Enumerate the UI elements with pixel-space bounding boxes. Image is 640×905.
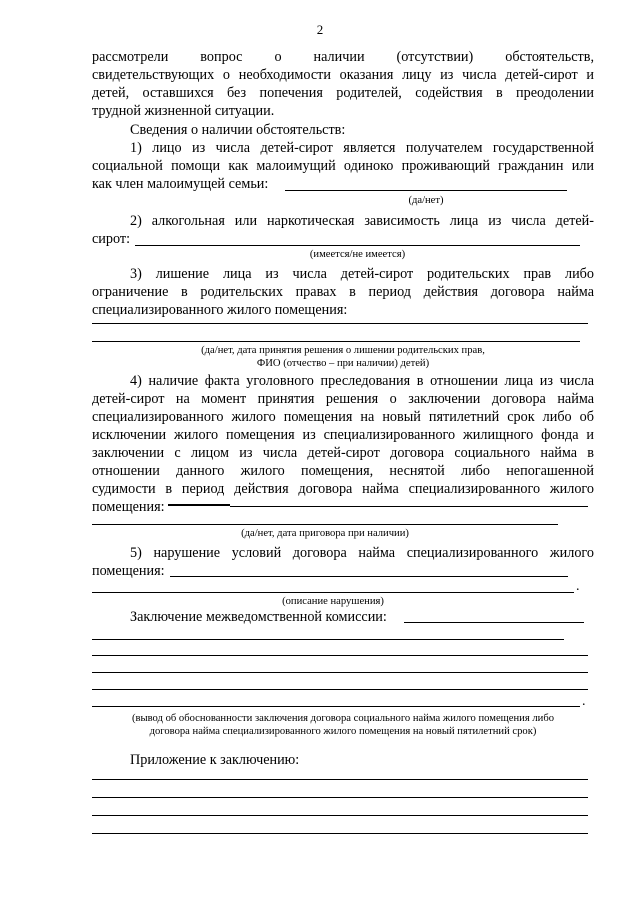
item4-line-8: помещения:: [92, 499, 165, 515]
item3-line-2: ограничение в родительских правах в период действия договора найма: [92, 284, 594, 300]
conclusion-label: Заключение межведомственной комиссии:: [130, 609, 387, 625]
conclusion-line-3[interactable]: [92, 672, 588, 673]
item4-line-7: судимости в период действия договора найма специализированного жилого: [92, 481, 594, 497]
item3-answer-line-2[interactable]: [92, 341, 580, 342]
item3-line-3: специализированного жилого помещения:: [92, 302, 348, 318]
item5-end-mark: .: [576, 579, 580, 594]
item4-line-6: отношении данного жилого помещения, неснятой либо непогашенной: [92, 463, 594, 479]
facts-heading: Сведения о наличии обстоятельств:: [130, 122, 346, 138]
item5-hint: (описание нарушения): [282, 596, 384, 607]
appendix-line-3[interactable]: [92, 815, 588, 816]
item3-hint-2: ФИО (отчество – при наличии) детей): [256, 358, 430, 369]
item1-hint: (да/нет): [408, 195, 444, 206]
conclusion-hint-2: договора найма специализированного жилого помещения на новый пятилетний срок): [149, 726, 537, 737]
item3-line-1: 3) лишение лица из числа детей-сирот родительских прав либо: [130, 266, 594, 282]
conclusion-line-1[interactable]: [92, 639, 564, 640]
item1-line-1: 1) лицо из числа детей-сирот является получателем государственной: [130, 140, 594, 156]
item4-line-1: 4) наличие факта уголовного преследования в отношении лица из числа: [130, 373, 594, 389]
appendix-line-2[interactable]: [92, 797, 588, 798]
intro-line-2: свидетельствующих о необходимости оказания лицу из числа детей-сирот и: [92, 67, 594, 83]
item4-line-3: специализированного жилого помещения на новый пятилетний срок либо об: [92, 409, 594, 425]
item4-line-4: исключении жилого помещения из специализированного жилищного фонда и: [92, 427, 594, 443]
appendix-label: Приложение к заключению:: [130, 752, 300, 768]
item5-answer-line-1[interactable]: [170, 576, 568, 577]
item1-answer-line[interactable]: [285, 190, 567, 191]
page-number: 2: [316, 22, 324, 37]
conclusion-line-5[interactable]: [92, 706, 580, 707]
item4-line-2: детей-сирот на момент принятия решения о заключении договора найма: [92, 391, 594, 407]
item4-answer-stub[interactable]: [168, 504, 230, 506]
item5-line-1: 5) нарушение условий договора найма специализированного жилого: [130, 545, 594, 561]
item2-hint: (имеется/не имеется): [309, 249, 406, 260]
intro-line-4: трудной жизненной ситуации.: [92, 103, 275, 119]
item2-line-2: сирот:: [92, 231, 131, 247]
intro-line-1: рассмотрели вопрос о наличии (отсутствии) обстоятельств,: [92, 49, 594, 65]
appendix-line-1[interactable]: [92, 779, 588, 780]
conclusion-line-4[interactable]: [92, 689, 588, 690]
conclusion-end-mark: .: [582, 694, 586, 709]
item4-hint: (да/нет, дата приговора при наличии): [241, 528, 409, 539]
item3-answer-line-1[interactable]: [92, 323, 588, 324]
item5-answer-line-2[interactable]: [92, 592, 574, 593]
item4-line-5: заключении с лицом из числа детей-сирот договора социального найма в: [92, 445, 594, 461]
item4-answer-line-2[interactable]: [92, 524, 558, 525]
item2-answer-line[interactable]: [135, 245, 580, 246]
appendix-line-4[interactable]: [92, 833, 588, 834]
item1-line-2: социальной помощи как малоимущий одиноко проживающий гражданин или: [92, 158, 594, 174]
item4-answer-line-1[interactable]: [230, 506, 588, 507]
conclusion-line-2[interactable]: [92, 655, 588, 656]
item2-line-1: 2) алкогольная или наркотическая зависимость лица из числа детей-: [130, 213, 594, 229]
conclusion-hint-1: (вывод об обоснованности заключения договора социального найма жилого помещения либо: [131, 713, 555, 724]
conclusion-line-0[interactable]: [404, 622, 584, 623]
item5-line-2: помещения:: [92, 563, 165, 579]
intro-line-3: детей, оставшихся без попечения родителей, содействия в преодолении: [92, 85, 594, 101]
item3-hint-1: (да/нет, дата принятия решения о лишении родительских прав,: [201, 345, 485, 356]
item1-line-3: как член малоимущей семьи:: [92, 176, 269, 192]
